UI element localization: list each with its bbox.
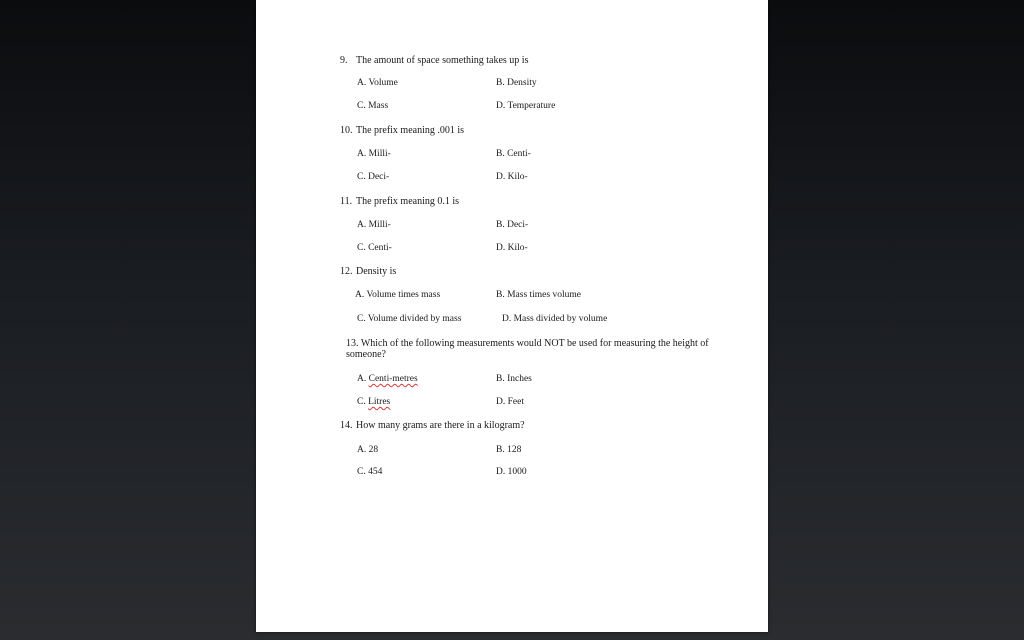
question-14: [340, 420, 525, 431]
option-d: D. Temperature: [496, 101, 556, 111]
option-d: D. Mass divided by volume: [502, 314, 608, 324]
option-b: B. Density: [496, 78, 537, 88]
option-c: C. Volume divided by mass: [357, 314, 462, 324]
option-d: D. Feet: [496, 397, 524, 407]
option-d: D. Kilo-: [496, 172, 528, 182]
option-a: A. Volume times mass: [355, 290, 441, 300]
question-number: 11.: [340, 196, 353, 207]
option-b: B. Centi-: [496, 149, 531, 159]
option-b: B. Mass times volume: [496, 290, 581, 300]
question-9: [340, 55, 528, 66]
option-prefix: A.: [357, 374, 369, 384]
option-d: D. Kilo-: [496, 243, 528, 253]
question-number: 14.: [340, 420, 353, 431]
document-page: [256, 0, 768, 632]
question-12: [340, 266, 396, 277]
spellcheck-word: Litres: [368, 397, 391, 407]
question-10: [340, 125, 464, 136]
option-a: [357, 374, 418, 385]
option-a: A. 28: [357, 445, 379, 455]
question-11: [340, 196, 459, 207]
option-c: C. 454: [357, 467, 383, 477]
option-c: C. Centi-: [357, 243, 392, 253]
question-text: The prefix meaning .001 is: [356, 125, 465, 136]
question-number: 9.: [340, 55, 348, 66]
question-text: The prefix meaning 0.1 is: [356, 196, 460, 207]
question-text: Density is: [356, 266, 397, 277]
option-d: D. 1000: [496, 467, 527, 477]
question-13: [346, 338, 716, 360]
question-text: Which of the following measurements would NOT be used for measuring the height of someone?: [346, 338, 709, 360]
option-b: B. Deci-: [496, 220, 529, 230]
option-a: A. Volume: [357, 78, 398, 88]
option-c: C. Mass: [357, 101, 389, 111]
option-c: C. Deci-: [357, 172, 390, 182]
option-prefix: C.: [357, 397, 369, 407]
option-b: B. Inches: [496, 374, 532, 384]
option-c: [357, 397, 390, 408]
question-text: The amount of space something takes up is: [356, 55, 529, 66]
option-a: A. Milli-: [357, 149, 391, 159]
question-number: 12.: [340, 266, 353, 277]
question-number: 10.: [340, 125, 353, 136]
option-a: A. Milli-: [357, 220, 391, 230]
question-number: 13.: [346, 338, 359, 349]
question-text: How many grams are there in a kilogram?: [356, 420, 525, 431]
spellcheck-word: Centi-metres: [368, 374, 418, 384]
option-b: B. 128: [496, 445, 522, 455]
